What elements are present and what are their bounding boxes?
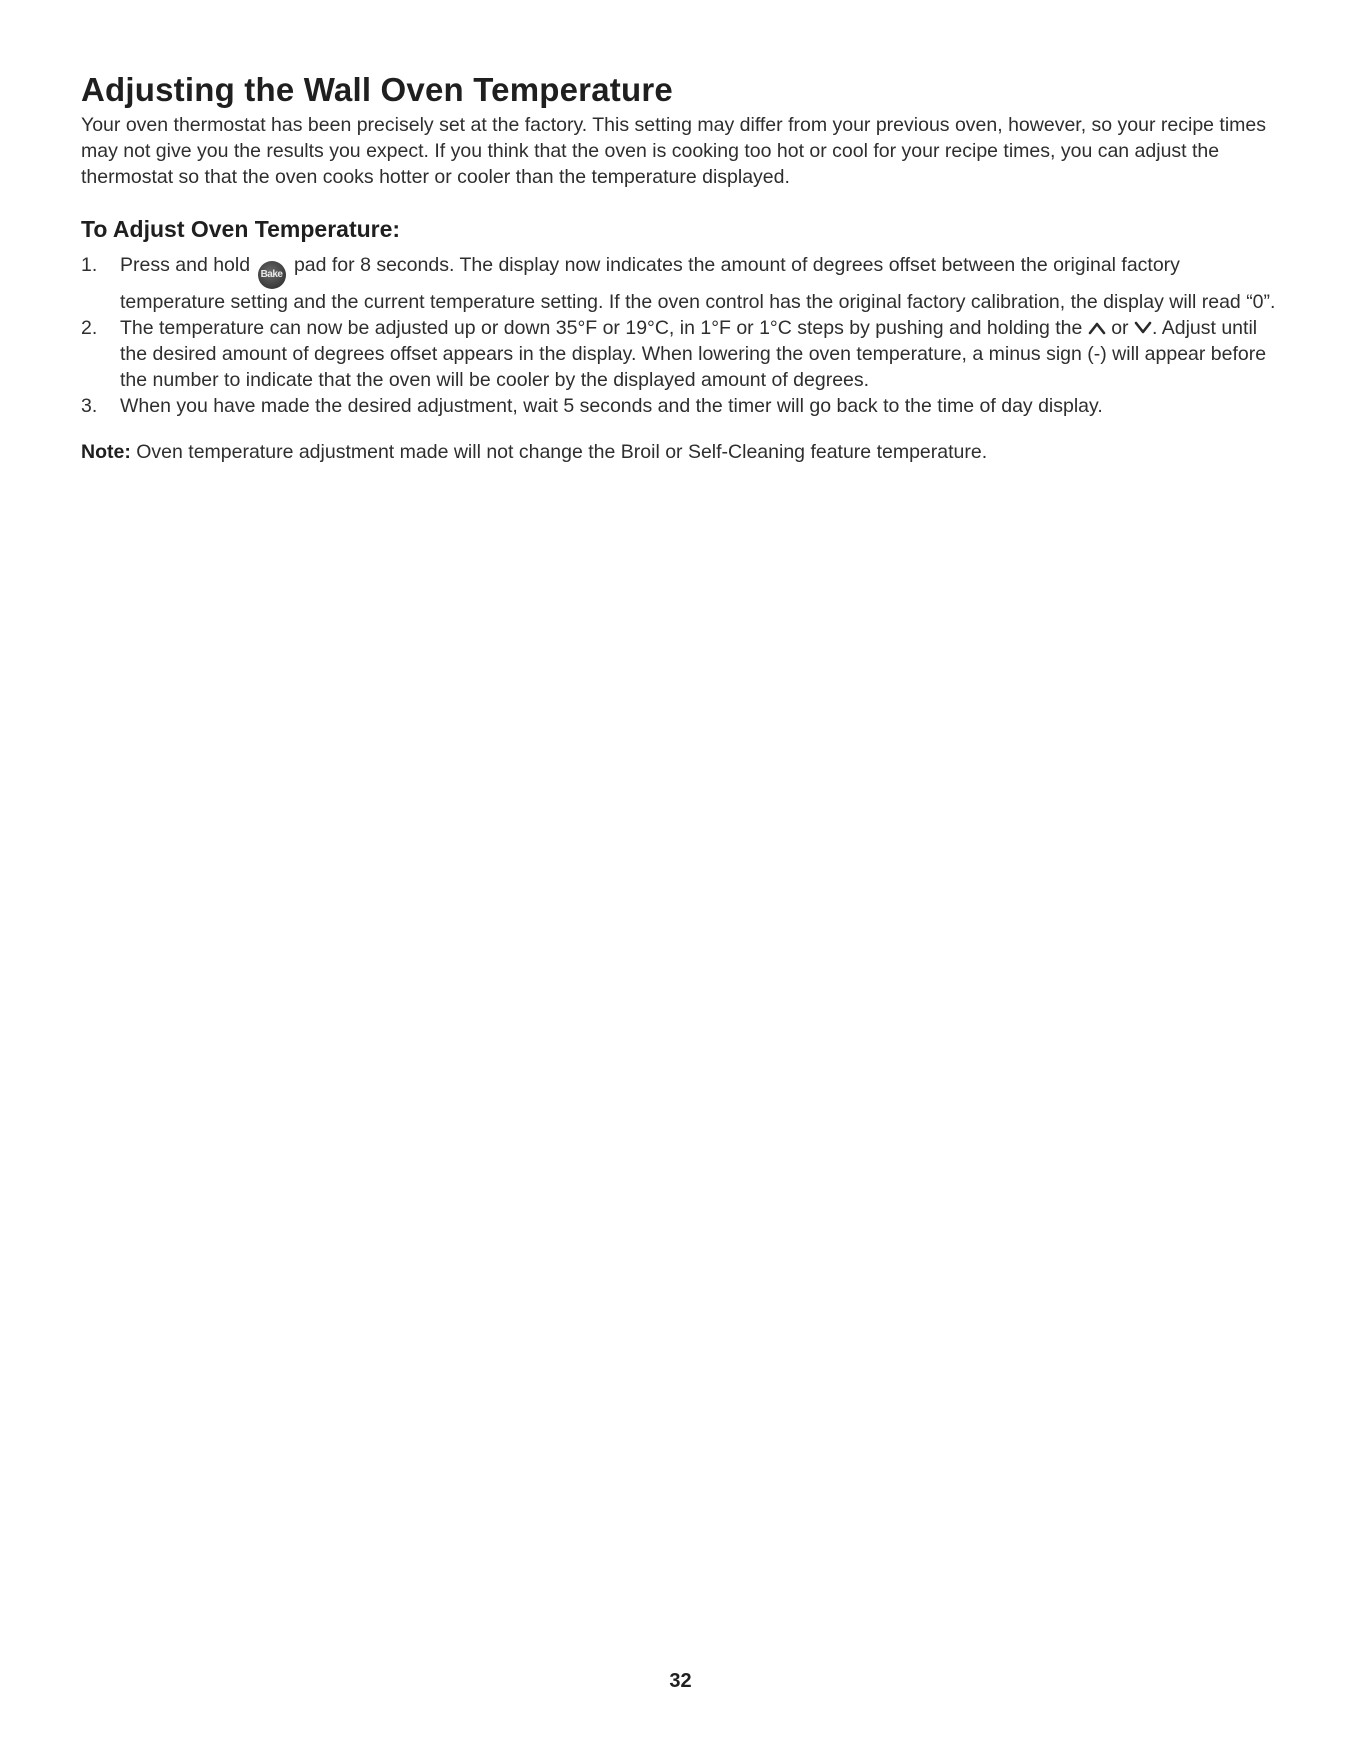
step-number: 3.	[81, 395, 98, 417]
step-1-text-after: pad for 8 seconds. The display now indicates the amount of degrees offset between the original factory temperature setting and the current temperature setting. If the oven control has the original factory calibration, the display will read “0”.	[120, 254, 1276, 313]
step-2-text-b: . Adjust until the desired amount of degrees offset appears in the display. When lowering the oven temperature, a minus sign (-) will appear before the number to indicate that the oven will be cooler by the displayed amount of degrees.	[120, 317, 1267, 391]
or-word: or	[1111, 317, 1129, 339]
page-title: Adjusting the Wall Oven Temperature	[81, 71, 673, 108]
bake-pad-icon: Bake	[258, 261, 286, 289]
section-heading: To Adjust Oven Temperature:	[81, 216, 401, 242]
step-3-text: When you have made the desired adjustment, wait 5 seconds and the timer will go back to the time of day display.	[120, 395, 1103, 417]
step-2-text-a: The temperature can now be adjusted up or down 35°F or 19°C, in 1°F or 1°C steps by pushing and holding the	[120, 317, 1083, 339]
step-number: 2.	[81, 317, 98, 339]
page-number: 32	[669, 1670, 692, 1692]
intro-paragraph: Your oven thermostat has been precisely set at the factory. This setting may differ from your previous oven, however, so your recipe times may not give you the results you expect. If you think that the oven is cooking too hot or cool for your recipe times, you can adjust the thermostat so that the oven cooks hotter or cooler than the temperature displayed.	[81, 114, 1267, 188]
step-2	[81, 315, 1281, 393]
step-number: 1.	[81, 254, 98, 276]
document-page	[81, 70, 1281, 465]
up-arrow-icon	[1088, 321, 1106, 335]
down-arrow-icon	[1134, 321, 1152, 335]
step-3	[81, 393, 1281, 419]
step-1-text-before: Press and hold	[120, 254, 251, 276]
note-text: Oven temperature adjustment made will not change the Broil or Self-Cleaning feature temperature.	[136, 441, 988, 463]
step-1	[81, 252, 1281, 315]
steps-list	[81, 252, 1281, 419]
note-paragraph	[81, 439, 1281, 465]
note-label: Note:	[81, 441, 131, 463]
